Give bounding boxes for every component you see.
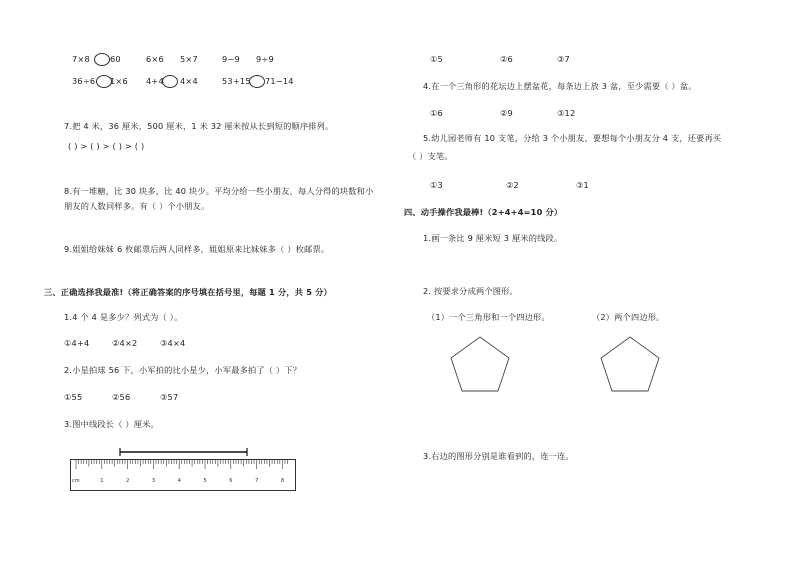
expr-36div6: 36÷6 [72, 76, 96, 86]
expr-6x6: 6×6 [146, 54, 164, 64]
expr-5x7: 5×7 [180, 54, 198, 64]
ruler-label: 4 [177, 478, 181, 484]
compare-circle[interactable] [249, 75, 265, 88]
q4-option-3: ③12 [557, 108, 576, 118]
s4-question-3: 3.右边的图形分别是谁看到的，连一连。 [423, 451, 574, 461]
q5-option-3: ③1 [576, 180, 589, 190]
expr-53plus15: 53+15 [222, 76, 251, 86]
question-8-line1: 8.有一堆糖，比 30 块多，比 40 块少。平均分给一些小朋友，每人分得的块数和小 [64, 186, 374, 196]
ruler-label: 1 [100, 478, 104, 484]
expr-4plus4: 4+4 [146, 76, 164, 86]
ruler-label: 3 [151, 478, 156, 484]
expr-71-14: 71−14 [265, 76, 294, 86]
s4-question-2: 2. 按要求分成两个图形。 [423, 286, 518, 296]
expr-9-9: 9−9 [222, 54, 240, 64]
line-segment [118, 446, 250, 458]
top-option-2: ②6 [500, 54, 513, 64]
s3-q2-option-1: ①55 [64, 392, 83, 402]
question-5-line2: （ ）支笔。 [408, 151, 453, 161]
q5-option-2: ②2 [506, 180, 519, 190]
question-5-line1: 5.幼儿园老师有 10 支笔，分给 3 个小朋友，要想每个小朋友分 4 支，还要再买 [423, 133, 722, 143]
compare-circle[interactable] [162, 75, 178, 88]
q4-option-1: ①6 [430, 108, 443, 118]
section-3-title: 三、正确选择我最准!（将正确答案的序号填在括号里，每题 1 分，共 5 分） [44, 287, 332, 297]
s4-q2-part-a: （1）一个三角形和一个四边形。 [427, 312, 550, 322]
pentagon-shape-2[interactable] [600, 335, 662, 393]
compare-circle[interactable] [94, 53, 110, 66]
expr-60: 60 [110, 54, 121, 64]
s3-q1-option-1: ①4+4 [64, 338, 90, 348]
ruler-label: 8 [280, 478, 285, 484]
s4-q2-part-b: （2）两个四边形。 [592, 312, 665, 322]
question-8-line2: 朋友的人数同样多。有（ ）个小朋友。 [64, 201, 210, 211]
expr-4x4: 4×4 [180, 76, 198, 86]
ruler-image [70, 459, 296, 491]
ruler-label: 6 [229, 478, 233, 484]
s3-question-1: 1.4 个 4 是多少？列式为（ ）。 [64, 312, 183, 322]
q4-option-2: ②9 [500, 108, 513, 118]
s3-q2-option-3: ③57 [160, 392, 179, 402]
s3-q1-option-2: ②4×2 [112, 338, 138, 348]
ruler-label: cm [72, 478, 80, 484]
expr-7x8: 7×8 [72, 54, 90, 64]
question-7-blanks[interactable]: ( ) > ( ) > ( ) > ( ) [68, 141, 145, 151]
s3-q1-option-3: ③4×4 [160, 338, 186, 348]
section-4-title: 四、动手操作我最棒!（2+4+4=10 分） [404, 207, 563, 217]
s3-question-3: 3.图中线段长（ ）厘米。 [64, 419, 159, 429]
ruler-label: 2 [126, 478, 130, 484]
question-7: 7.把 4 米，36 厘米，500 厘米，1 米 32 厘米按从长到短的顺序排列。 [64, 121, 334, 131]
s3-question-2: 2.小星拍球 56 下，小军拍的比小星少，小军最多拍了（ ）下？ [64, 365, 302, 375]
s4-question-1: 1.画一条比 9 厘米短 3 厘米的线段。 [423, 233, 563, 243]
question-9: 9.姐姐给妹妹 6 枚邮票后两人同样多，姐姐原来比妹妹多（ ）枚邮票。 [64, 244, 330, 254]
expr-1x6: 1×6 [110, 76, 128, 86]
q5-option-1: ①3 [430, 180, 443, 190]
expr-9div9: 9÷9 [256, 54, 274, 64]
ruler-label: 5 [203, 478, 207, 484]
top-option-1: ①5 [430, 54, 443, 64]
ruler-label: 7 [255, 478, 259, 484]
question-4: 4.在一个三角形的花坛边上摆盆花，每条边上放 3 盆，至少需要（ ）盆。 [423, 81, 697, 91]
pentagon-shape-1[interactable] [450, 335, 512, 393]
top-option-3: ③7 [557, 54, 570, 64]
s3-q2-option-2: ②56 [112, 392, 131, 402]
